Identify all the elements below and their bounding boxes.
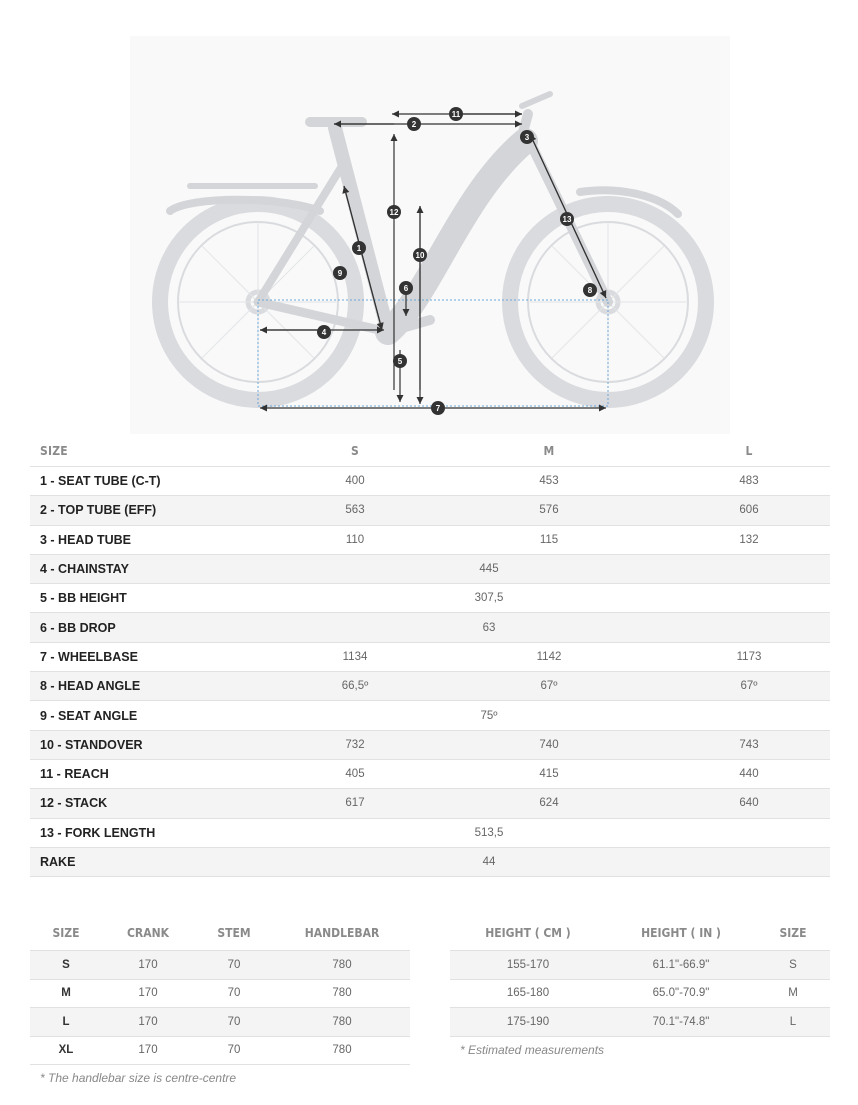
svg-text:6: 6 — [403, 284, 409, 293]
component-size: M — [30, 979, 102, 1008]
marker-8 — [583, 283, 597, 297]
header-l: L — [745, 444, 753, 458]
marker-11 — [449, 107, 463, 121]
svg-text:4: 4 — [321, 328, 327, 337]
geometry-row-label: 2 - TOP TUBE (EFF) — [30, 496, 280, 525]
heights-header-size: SIZE — [779, 926, 807, 940]
header-m: M — [543, 444, 555, 458]
geometry-value-s: 1134 — [280, 642, 430, 671]
svg-text:1: 1 — [356, 244, 362, 253]
component-size: L — [30, 1008, 102, 1037]
geometry-value-m: 740 — [430, 730, 668, 759]
geometry-value-s: 66,5º — [280, 672, 430, 701]
heights-row — [450, 951, 830, 980]
marker-13 — [560, 212, 574, 226]
bike-illustration — [130, 36, 730, 434]
geometry-table — [30, 436, 830, 877]
geometry-value-all-sizes: 75º — [280, 701, 830, 730]
geometry-row-label: 10 - STANDOVER — [30, 730, 280, 759]
geometry-row-label: 3 - HEAD TUBE — [30, 525, 280, 554]
component-stem: 70 — [194, 1008, 274, 1037]
geometry-value-s: 563 — [280, 496, 430, 525]
components-header-size: SIZE — [52, 926, 80, 940]
geometry-row-label: 9 - SEAT ANGLE — [30, 701, 280, 730]
height-in: 65.0"-70.9" — [606, 979, 756, 1008]
svg-text:12: 12 — [389, 208, 399, 217]
components-row — [30, 1008, 410, 1037]
marker-6 — [399, 281, 413, 295]
marker-5 — [393, 354, 407, 368]
svg-text:8: 8 — [587, 286, 593, 295]
geometry-row — [30, 642, 830, 671]
component-handlebar: 780 — [274, 1036, 410, 1065]
geometry-value-s: 405 — [280, 759, 430, 788]
marker-4 — [317, 325, 331, 339]
geometry-row-label: 1 - SEAT TUBE (C-T) — [30, 467, 280, 496]
components-row — [30, 1036, 410, 1065]
marker-3 — [520, 130, 534, 144]
bike-geometry-diagram — [130, 36, 730, 434]
geometry-value-m: 115 — [430, 525, 668, 554]
geometry-row-label: 7 - WHEELBASE — [30, 642, 280, 671]
component-handlebar: 780 — [274, 951, 410, 980]
geometry-value-all-sizes: 307,5 — [280, 584, 830, 613]
marker-1 — [352, 241, 366, 255]
geometry-row — [30, 525, 830, 554]
geometry-row — [30, 672, 830, 701]
geometry-row — [30, 584, 830, 613]
geometry-row-label: 8 - HEAD ANGLE — [30, 672, 280, 701]
marker-12 — [387, 205, 401, 219]
dimension-markers — [317, 107, 597, 415]
marker-7 — [431, 401, 445, 415]
height-size: L — [756, 1008, 830, 1037]
component-handlebar: 780 — [274, 979, 410, 1008]
geometry-value-l: 743 — [668, 730, 830, 759]
handlebar-note: * The handlebar size is centre-centre — [40, 1071, 237, 1085]
geometry-value-l: 67º — [668, 672, 830, 701]
geometry-value-m: 1142 — [430, 642, 668, 671]
geometry-value-l: 132 — [668, 525, 830, 554]
geometry-value-all-sizes: 445 — [280, 554, 830, 583]
geometry-value-m: 415 — [430, 759, 668, 788]
geometry-value-m: 576 — [430, 496, 668, 525]
header-s: S — [351, 444, 359, 458]
geometry-value-m: 67º — [430, 672, 668, 701]
geometry-value-l: 1173 — [668, 642, 830, 671]
heights-header-cm: HEIGHT ( CM ) — [485, 926, 571, 940]
geometry-value-s: 400 — [280, 467, 430, 496]
geometry-row — [30, 759, 830, 788]
component-crank: 170 — [102, 951, 194, 980]
bike-frame — [170, 94, 678, 332]
svg-text:3: 3 — [524, 133, 530, 142]
geometry-row — [30, 613, 830, 642]
marker-10 — [413, 248, 427, 262]
component-size: S — [30, 951, 102, 980]
height-cm: 165-180 — [450, 979, 606, 1008]
geometry-value-l: 483 — [668, 467, 830, 496]
geometry-row-label: 5 - BB HEIGHT — [30, 584, 280, 613]
svg-text:7: 7 — [435, 404, 441, 413]
component-crank: 170 — [102, 979, 194, 1008]
geometry-value-all-sizes: 44 — [280, 847, 830, 876]
component-crank: 170 — [102, 1036, 194, 1065]
component-stem: 70 — [194, 951, 274, 980]
geometry-value-l: 640 — [668, 789, 830, 818]
height-in: 70.1"-74.8" — [606, 1008, 756, 1037]
heights-row — [450, 1008, 830, 1037]
height-cm: 155-170 — [450, 951, 606, 980]
geometry-row-label: 6 - BB DROP — [30, 613, 280, 642]
svg-text:5: 5 — [397, 357, 403, 366]
height-in: 61.1"-66.9" — [606, 951, 756, 980]
height-size: S — [756, 951, 830, 980]
component-crank: 170 — [102, 1008, 194, 1037]
geometry-value-all-sizes: 513,5 — [280, 818, 830, 847]
geometry-value-m: 624 — [430, 789, 668, 818]
svg-text:10: 10 — [415, 251, 425, 260]
geometry-value-l: 606 — [668, 496, 830, 525]
svg-text:13: 13 — [562, 215, 572, 224]
geometry-value-s: 617 — [280, 789, 430, 818]
components-header-handlebar: HANDLEBAR — [304, 926, 380, 940]
heights-row — [450, 979, 830, 1008]
geometry-value-all-sizes: 63 — [280, 613, 830, 642]
components-header-stem: STEM — [217, 926, 251, 940]
height-size: M — [756, 979, 830, 1008]
components-row — [30, 951, 410, 980]
svg-text:11: 11 — [451, 110, 461, 119]
geometry-value-s: 110 — [280, 525, 430, 554]
component-stem: 70 — [194, 1036, 274, 1065]
geometry-value-m: 453 — [430, 467, 668, 496]
heights-header-row — [450, 916, 830, 951]
geometry-row-label: 11 - REACH — [30, 759, 280, 788]
estimated-note: * Estimated measurements — [460, 1043, 605, 1057]
marker-9 — [333, 266, 347, 280]
marker-2 — [407, 117, 421, 131]
geometry-row — [30, 730, 830, 759]
geometry-row — [30, 847, 830, 876]
geometry-row-label: 12 - STACK — [30, 789, 280, 818]
geometry-row — [30, 467, 830, 496]
heights-header-in: HEIGHT ( IN ) — [641, 926, 721, 940]
geometry-row — [30, 789, 830, 818]
height-cm: 175-190 — [450, 1008, 606, 1037]
geometry-header-row — [30, 436, 830, 467]
geometry-row-label: 4 - CHAINSTAY — [30, 554, 280, 583]
component-size: XL — [30, 1036, 102, 1065]
components-row — [30, 979, 410, 1008]
geometry-row — [30, 554, 830, 583]
component-stem: 70 — [194, 979, 274, 1008]
geometry-row — [30, 701, 830, 730]
geometry-row-label: 13 - FORK LENGTH — [30, 818, 280, 847]
geometry-value-s: 732 — [280, 730, 430, 759]
svg-text:2: 2 — [411, 120, 417, 129]
rider-height-table — [450, 916, 830, 1037]
components-header-crank: CRANK — [127, 926, 169, 940]
svg-text:9: 9 — [337, 269, 343, 278]
geometry-row-label: RAKE — [30, 847, 280, 876]
component-handlebar: 780 — [274, 1008, 410, 1037]
geometry-row — [30, 818, 830, 847]
header-size: SIZE — [40, 444, 68, 458]
geometry-value-l: 440 — [668, 759, 830, 788]
geometry-row — [30, 496, 830, 525]
components-table — [30, 916, 410, 1065]
components-header-row — [30, 916, 410, 951]
